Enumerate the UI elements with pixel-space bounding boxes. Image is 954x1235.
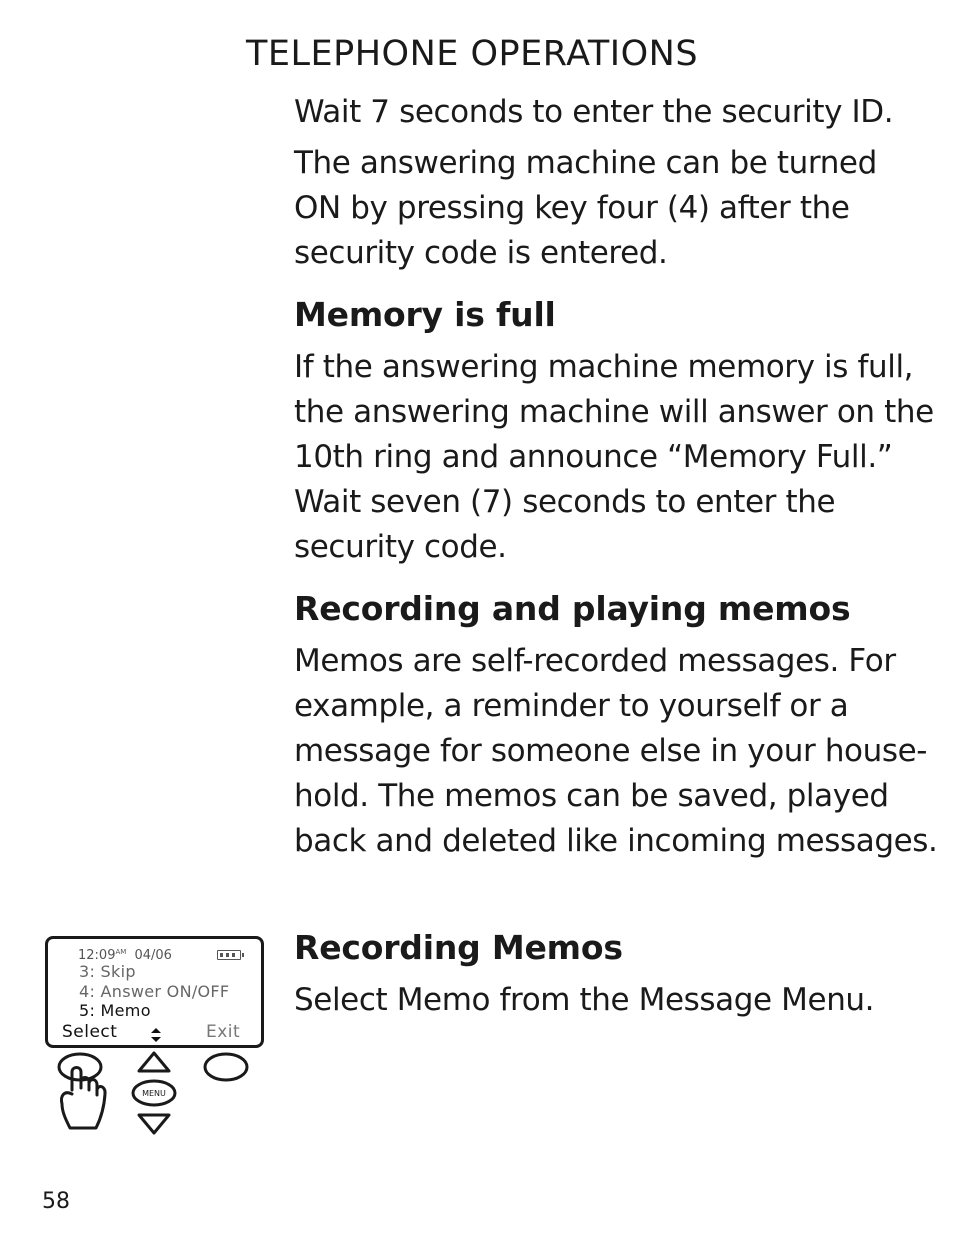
menu-button-label: MENU	[142, 1089, 166, 1098]
paragraph-line: security code.	[294, 529, 507, 565]
paragraph-line: the answering machine will answer on the	[294, 394, 934, 430]
handset-illustration	[40, 930, 270, 1140]
paragraph-line: Memos are self-recorded messages. For	[294, 643, 896, 679]
paragraph-line: If the answering machine memory is full,	[294, 349, 914, 385]
softkey-exit-label: Exit	[206, 1022, 241, 1042]
memory-full-heading: Memory is full	[294, 295, 556, 334]
recording-memos-paragraph	[294, 978, 934, 1023]
up-arrow-icon	[139, 1053, 169, 1071]
clock-ampm: AM	[115, 948, 127, 956]
softkey-select-label: Select	[62, 1022, 118, 1042]
paragraph-line: security code is entered.	[294, 235, 668, 271]
page-header: TELEPHONE OPERATIONS	[246, 34, 699, 74]
paragraph-line: ON by pressing key four (4) after the	[294, 190, 850, 226]
paragraph-line: Wait 7 seconds to enter the security ID.	[294, 94, 894, 130]
page-number: 58	[42, 1189, 70, 1214]
down-arrow-icon	[139, 1115, 169, 1133]
handset-keys	[40, 930, 270, 1140]
menu-item-skip: 3: Skip	[79, 962, 136, 981]
paragraph-line: Select Memo from the Message Menu.	[294, 982, 875, 1018]
menu-item-memo: 5: Memo	[79, 1001, 151, 1020]
paragraph-line: Wait seven (7) seconds to enter the	[294, 484, 836, 520]
memos-paragraph	[294, 639, 938, 864]
answer-on-paragraph	[294, 141, 934, 276]
paragraph-line: The answering machine can be turned	[294, 145, 877, 181]
paragraph-line: example, a reminder to yourself or a	[294, 688, 849, 724]
paragraph-line: hold. The memos can be saved, played	[294, 778, 889, 814]
paragraph-line: 10th ring and announce “Memory Full.”	[294, 439, 893, 475]
clock-date: 04/06	[134, 948, 172, 963]
menu-item-answer-on-off: 4: Answer ON/OFF	[79, 982, 230, 1001]
right-softkey-button	[205, 1054, 247, 1080]
paragraph-line: message for someone else in your house-	[294, 733, 928, 769]
recording-memos-heading: Recording Memos	[294, 928, 623, 967]
clock-time: 12:09	[78, 948, 116, 963]
recording-playing-memos-heading: Recording and playing memos	[294, 589, 851, 628]
paragraph-line: back and deleted like incoming messages.	[294, 823, 938, 859]
security-id-paragraph	[294, 90, 934, 135]
memory-full-paragraph	[294, 345, 934, 570]
